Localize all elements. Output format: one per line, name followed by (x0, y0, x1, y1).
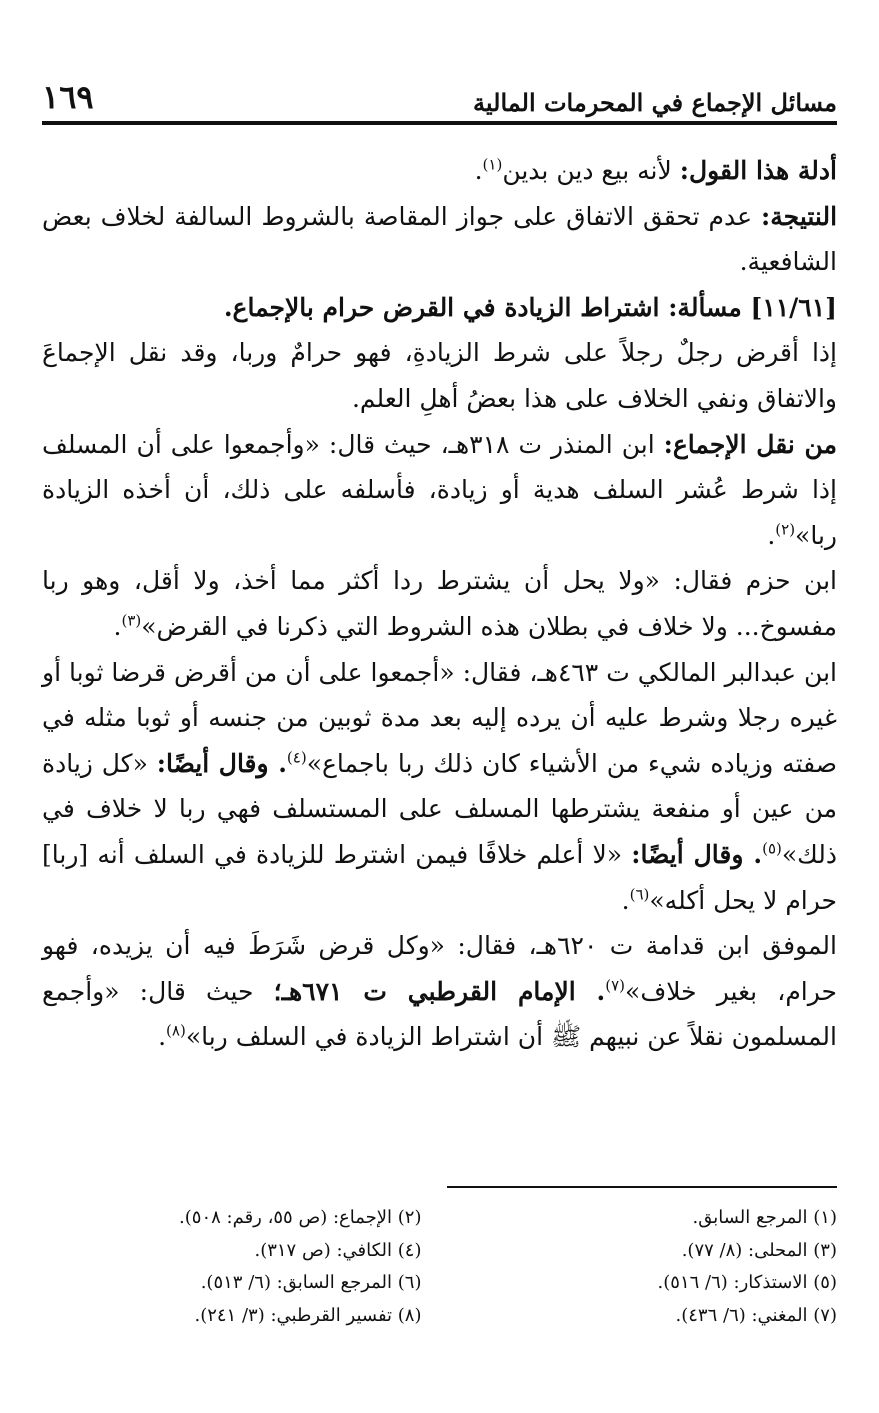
period: . (767, 520, 776, 550)
lead-consensus: من نقل الإجماع: (663, 429, 837, 459)
header-rule (42, 121, 837, 125)
page-header (42, 78, 837, 118)
footnote-ref-4: (٤) (286, 748, 307, 767)
paragraph-ibn-qudama (42, 923, 837, 1060)
period: . (158, 1022, 167, 1052)
text-qurtubi: حيث قال: «وأجمع المسلمون نقلاً عن نبيهم ﷺ أن اشتراط الزيادة في السلف ربا» (42, 976, 837, 1052)
footnote-ref-3: (٣) (121, 611, 142, 630)
footnote-ref-1: (١) (482, 155, 503, 174)
text-evidence: لأنه بيع دين بدين (502, 156, 680, 185)
lead-qurtubi: . الإمام القرطبي ت ٦٧١هـ؛ (273, 976, 606, 1006)
footnote-8: (٨) تفسير القرطبي: (٣/ ٢٤١). (194, 1304, 422, 1326)
issue-label: مسألة: (668, 292, 751, 322)
main-text (42, 148, 837, 1060)
paragraph-evidence (42, 148, 837, 194)
lead-also-2: . وقال أيضًا: (631, 839, 763, 869)
period: . (621, 885, 630, 915)
footnote-ref-6: (٦) (629, 885, 650, 904)
footnote-1: (١) المرجع السابق. (692, 1207, 837, 1228)
text-ibn-qudama: الموفق ابن قدامة ت ٦٢٠هـ، فقال: «وكل قرض شَرَطَ فيه أن يزيده، فهو حرام، بغير خلاف» (42, 931, 837, 1006)
footnote-ref-8: (٨) (166, 1021, 186, 1040)
text-ibn-hazm: ابن حزم فقال: «ولا يحل أن يشترط ردا أكثر مما أخذ، ولا أقل، وهو ربا مفسوخ... ولا خلاف في بطلان هذه الشروط التي ذكرنا في القرض» (42, 566, 837, 641)
footnote-5: (٥) الاستذكار: (٦/ ٥١٦). (657, 1272, 837, 1293)
paragraph-ruling (42, 330, 837, 421)
paragraph-ibn-abdilbarr (42, 650, 837, 924)
footnote-4: (٤) الكافي: (ص ٣١٧). (254, 1239, 422, 1261)
text-ibn-abdilbarr-a: ابن عبدالبر المالكي ت ٤٦٣هـ، فقال: «أجمعوا على أن من أقرض قرضا ثوبا أو غيره رجلا وشرط عليه أن يرده إليه بعد مدة ثوبين من جنسه أو ثوبا مثله في صفته وزياده شيء من الأشياء كان ذلك ربا باجماع» (42, 657, 837, 778)
lead-result: النتيجة: (761, 201, 838, 231)
issue-number: [١١/٦١] (750, 292, 837, 322)
footnote-ref-2: (٢) (775, 520, 796, 539)
footnote-ref-5: (٥) (762, 839, 782, 858)
period: . (113, 611, 122, 641)
paragraph-result (42, 194, 837, 285)
period: . (474, 156, 483, 185)
text-ibn-almundhir: ابن المنذر ت ٣١٨هـ، حيث قال: «وأجمعوا على أن المسلف إذا شرط عُشر السلف هدية أو زيادة، فأسلفه على ذلك، أن أخذه الزيادة ربا» (42, 429, 837, 550)
text-ibn-abdilbarr-c: «لا أعلم خلافًا فيمن اشترط للزيادة في السلف أنه [ربا] حرام لا يحل أكله» (42, 839, 837, 915)
footnote-2: (٢) الإجماع: (ص ٥٥، رقم: ٥٠٨). (179, 1207, 422, 1228)
paragraph-ibn-hazm (42, 558, 837, 649)
footnote-7: (٧) المغني: (٦/ ٤٣٦). (675, 1304, 837, 1326)
lead-evidence: أدلة هذا القول: (679, 156, 837, 185)
text-ruling: إذا أقرض رجلٌ رجلاً على شرط الزيادةِ، فهو حرامٌ وربا، وقد نقل الإجماعَ والاتفاق ونفي الخلاف على هذا بعضُ أهلِ العلم. (42, 338, 837, 413)
page-number: ١٦٩ (42, 78, 94, 116)
footnote-separator (447, 1186, 837, 1188)
text-ibn-abdilbarr-b: «كل زيادة من عين أو منفعة يشترطها المسلف على المستسلف فهي ربا لا خلاف في ذلك» (42, 748, 837, 869)
issue-heading (42, 285, 837, 331)
lead-also-1: . وقال أيضًا: (156, 748, 287, 778)
footnote-ref-7: (٧) (605, 976, 626, 995)
running-title: مسائل الإجماع في المحرمات المالية (473, 88, 837, 117)
text-result: عدم تحقق الاتفاق على جواز المقاصة بالشروط السالفة لخلاف بعض الشافعية. (42, 201, 837, 277)
footnote-3: (٣) المحلى: (٨/ ٧٧). (681, 1239, 837, 1261)
issue-title: اشتراط الزيادة في القرض حرام بالإجماع. (223, 292, 669, 322)
footnotes (42, 1202, 837, 1331)
paragraph-ibn-almundhir (42, 422, 837, 559)
footnote-6: (٦) المرجع السابق: (٦/ ٥١٣). (200, 1272, 422, 1293)
